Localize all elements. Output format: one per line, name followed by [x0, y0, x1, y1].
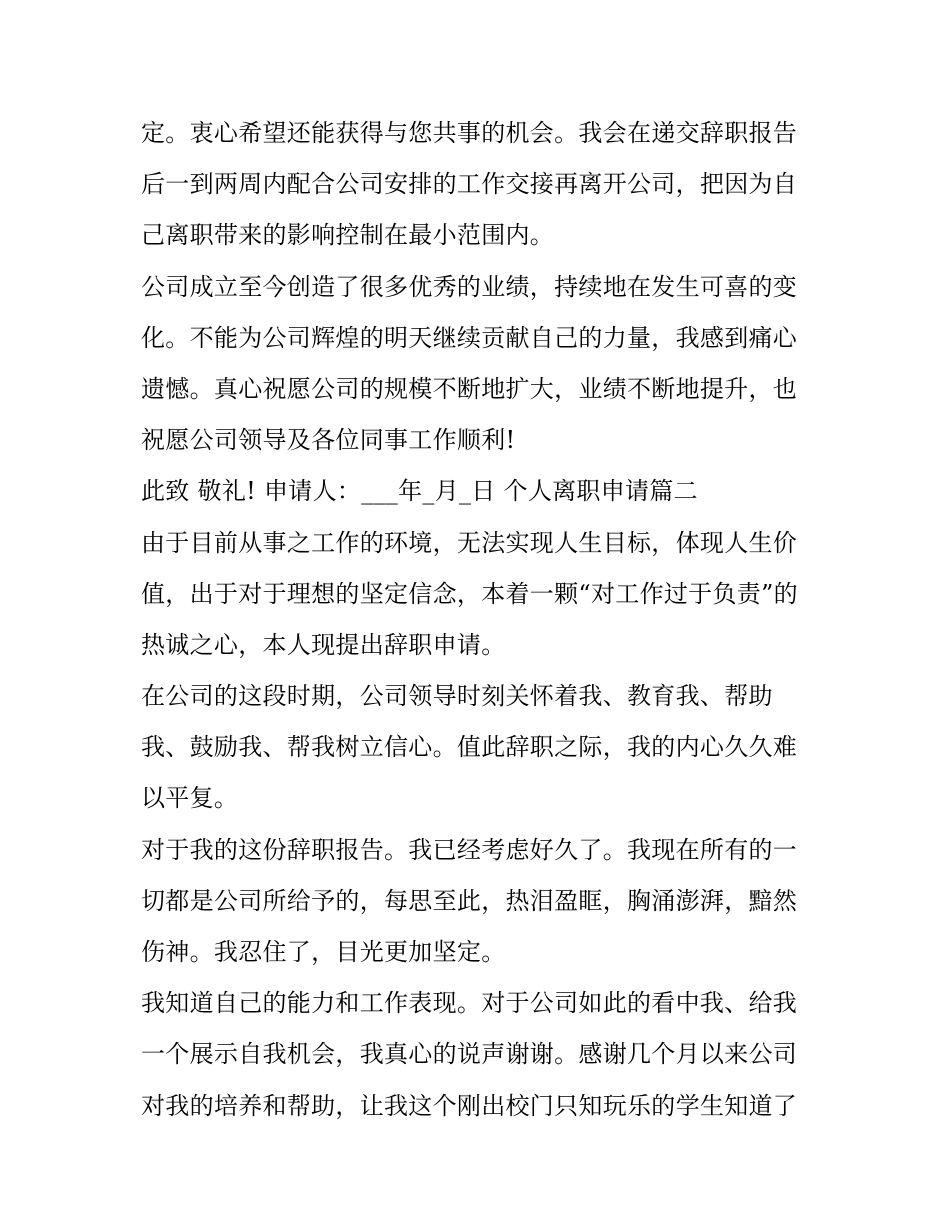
- text-line: 热诚之心，本人现提出辞职申请。: [141, 630, 506, 659]
- text-line: 己离职带来的影响控制在最小范围内。: [141, 221, 555, 250]
- text-line: 值，出于对于理想的坚定信念，本着一颗“对工作过于负责”的: [141, 579, 798, 608]
- text-line: 公司成立至今创造了很多优秀的业绩，持续地在发生可喜的变: [141, 272, 798, 301]
- text-line: 祝愿公司领导及各位同事工作顺利!: [141, 426, 516, 455]
- text-line: 定。衷心希望还能获得与您共事的机会。我会在递交辞职报告: [141, 119, 798, 147]
- text-line: 切都是公司所给予的，每思至此，热泪盈眶，胸涌澎湃，黯然: [141, 886, 798, 915]
- text-line: 一个展示自我机会，我真心的说声谢谢。感谢几个月以来公司: [141, 1040, 798, 1069]
- text-line: 后一到两周内配合公司安排的工作交接再离开公司，把因为自: [141, 170, 798, 199]
- text-line: 对我的培养和帮助，让我这个刚出校门只知玩乐的学生知道了: [141, 1091, 798, 1120]
- text-line: 对于我的这份辞职报告。我已经考虑好久了。我现在所有的一: [141, 835, 798, 864]
- text-line: 此致 敬礼! 申请人：___年_月_日 个人离职申请篇二: [141, 477, 698, 506]
- text-line: 由于目前从事之工作的环境，无法实现人生目标，体现人生价: [141, 528, 798, 557]
- text-line: 我知道自己的能力和工作表现。对于公司如此的看中我、给我: [141, 989, 798, 1018]
- text-line: 以平复。: [141, 784, 239, 813]
- text-line: 伤神。我忍住了，目光更加坚定。: [141, 938, 506, 966]
- document-body: [141, 108, 821, 1132]
- text-line: 遗憾。真心祝愿公司的规模不断地扩大，业绩不断地提升，也: [141, 374, 798, 403]
- text-line: 我、鼓励我、帮我树立信心。值此辞职之际，我的内心久久难: [141, 733, 798, 762]
- text-line: 在公司的这段时期，公司领导时刻关怀着我、教育我、帮助: [141, 682, 773, 711]
- text-line: 化。不能为公司辉煌的明天继续贡献自己的力量，我感到痛心: [141, 323, 798, 352]
